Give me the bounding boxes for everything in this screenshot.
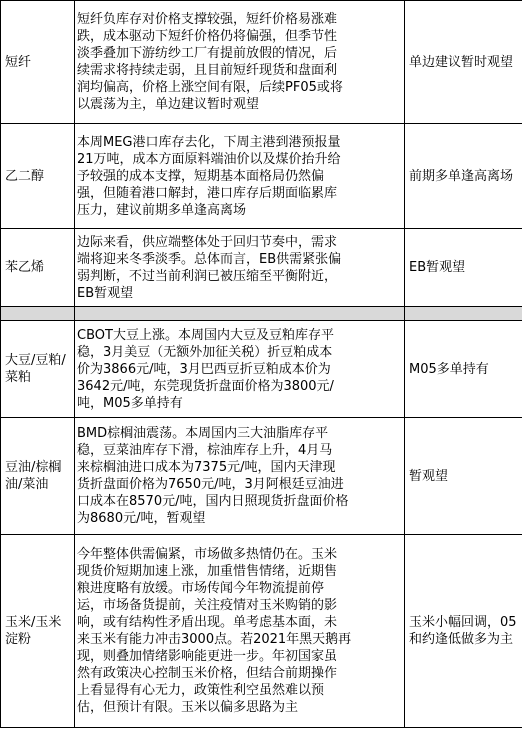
strategy-view-cell: 单边建议暂时观望 [405,1,522,124]
description-line: 强，但随着港口解封，港口库存后期面临累库 [77,185,338,201]
description-line: 吨，M05多单持有 [77,395,183,411]
category-cell: 苯乙烯 [1,229,75,307]
description-line: 口成本在8570元/吨，国内日照现货折盘面价格 [77,494,349,509]
description-line: 价为3866元/吨，3月巴西豆折豆粕成本价为 [77,361,331,377]
description-line: 来玉米有能力冲击3000点。若2021年黑天鹅再 [77,632,352,647]
description-line: 润均偏高，价格上涨空间有限，后续PF05或将 [77,80,343,95]
category-cell: 玉米/玉米淀粉 [1,535,75,728]
description-line: 粮进度略有放缓。市场传闻今年物流提前停 [77,581,325,596]
description-line: 3642元/吨，东莞现货折盘面价格为3800元/ [77,378,334,394]
description-line: 货折盘面价格为7650元/吨，3月阿根廷豆油进 [77,477,344,492]
description-line: 现，则叠加情绪影响能更进一步。年初国家虽 [77,649,338,664]
description-line: 短纤负库存对价格支撑较强，短纤价格易涨难 [77,12,338,27]
description-line: CBOT大豆上涨。本周国内大豆及豆粕库存平 [77,327,334,343]
divider-cell [1,307,75,321]
description-line: 运，市场备货提前，关注疫情对玉米购销的影 [77,598,338,613]
divider-cell [75,307,405,321]
category-cell: 短纤 [1,1,75,124]
description-line: 弱判断，不过当前利润已被压缩至平衡附近， [77,268,338,284]
category-cell: 大豆/豆粕/菜粕 [1,321,75,418]
description-line: EB暂观望 [77,285,134,301]
strategy-view-cell: 玉米小幅回调，05和约逢低做多为主 [405,535,522,728]
description-line: 压力，建议前期多单逢高离场 [77,202,247,218]
strategy-view-cell: M05多单持有 [405,321,522,418]
description-line: 稳，3月美豆（无额外加征关税）折豆粕成本 [77,344,333,360]
description-line: 估，但预计有限。玉米以偏多思路为主 [77,700,299,715]
description-line: 然有政策决心控制玉米价格，但结合前期操作 [77,666,338,681]
description-cell [75,229,405,307]
table-row [1,229,522,307]
description-cell [75,535,405,728]
category-cell: 乙二醇 [1,124,75,229]
strategy-view-cell: 暂观望 [405,418,522,535]
description-line: 响，或有结构性矛盾出现。单考虑基本面，未 [77,615,338,630]
description-line: 边际来看，供应端整体处于回归节奏中，需求 [77,234,338,250]
table-row [1,124,522,229]
description-line: 跌，成本驱动下短纤价格仍将偏强，但季节性 [77,29,338,44]
table-row [1,535,522,728]
description-line: 来棕榈油进口成本为7375元/吨，国内天津现 [77,460,336,475]
description-cell [75,1,405,124]
divider-cell [405,307,522,321]
table-row [1,418,522,535]
description-cell [75,124,405,229]
description-line: 端将迎来冬季淡季。总体而言，EB供需紧张偏 [77,251,342,267]
description-line: 21万吨，成本方面原料端油价以及煤价抬升给 [77,151,341,167]
strategy-view-cell: EB暂观望 [405,229,522,307]
description-line: 淡季叠加下游纺纱工厂有提前放假的情况，后 [77,46,338,61]
table-row [1,1,522,124]
table-row [1,321,522,418]
description-cell [75,418,405,535]
description-line: 续需求将持续走弱，且目前短纤现货和盘面利 [77,63,338,78]
description-cell [75,321,405,418]
description-line: 为8680元/吨，暂观望 [77,511,206,526]
description-line: 以震荡为主，单边建议暂时观望 [77,97,260,112]
category-cell: 豆油/棕榈油/菜油 [1,418,75,535]
description-line: 今年整体供需偏紧，市场做多热情仍在。玉米 [77,547,338,562]
description-line: BMD棕榈油震荡。本周国内三大油脂库存平 [77,426,329,441]
description-line: 上看显得有心无力，政策性利空虽然难以预 [77,683,325,698]
description-line: 予较强的成本支撑，短期基本面格局仍然偏 [77,168,325,184]
strategy-view-cell: 前期多单逢高离场 [405,124,522,229]
description-line: 现货价短期加速上涨，加重惜售情绪，近期售 [77,564,338,579]
description-line: 本周MEG港口库存去化，下周主港到港预报量 [77,134,341,150]
section-divider [1,307,522,321]
description-line: 稳，豆菜油库存下滑，棕油库存上升，4月马 [77,443,333,458]
